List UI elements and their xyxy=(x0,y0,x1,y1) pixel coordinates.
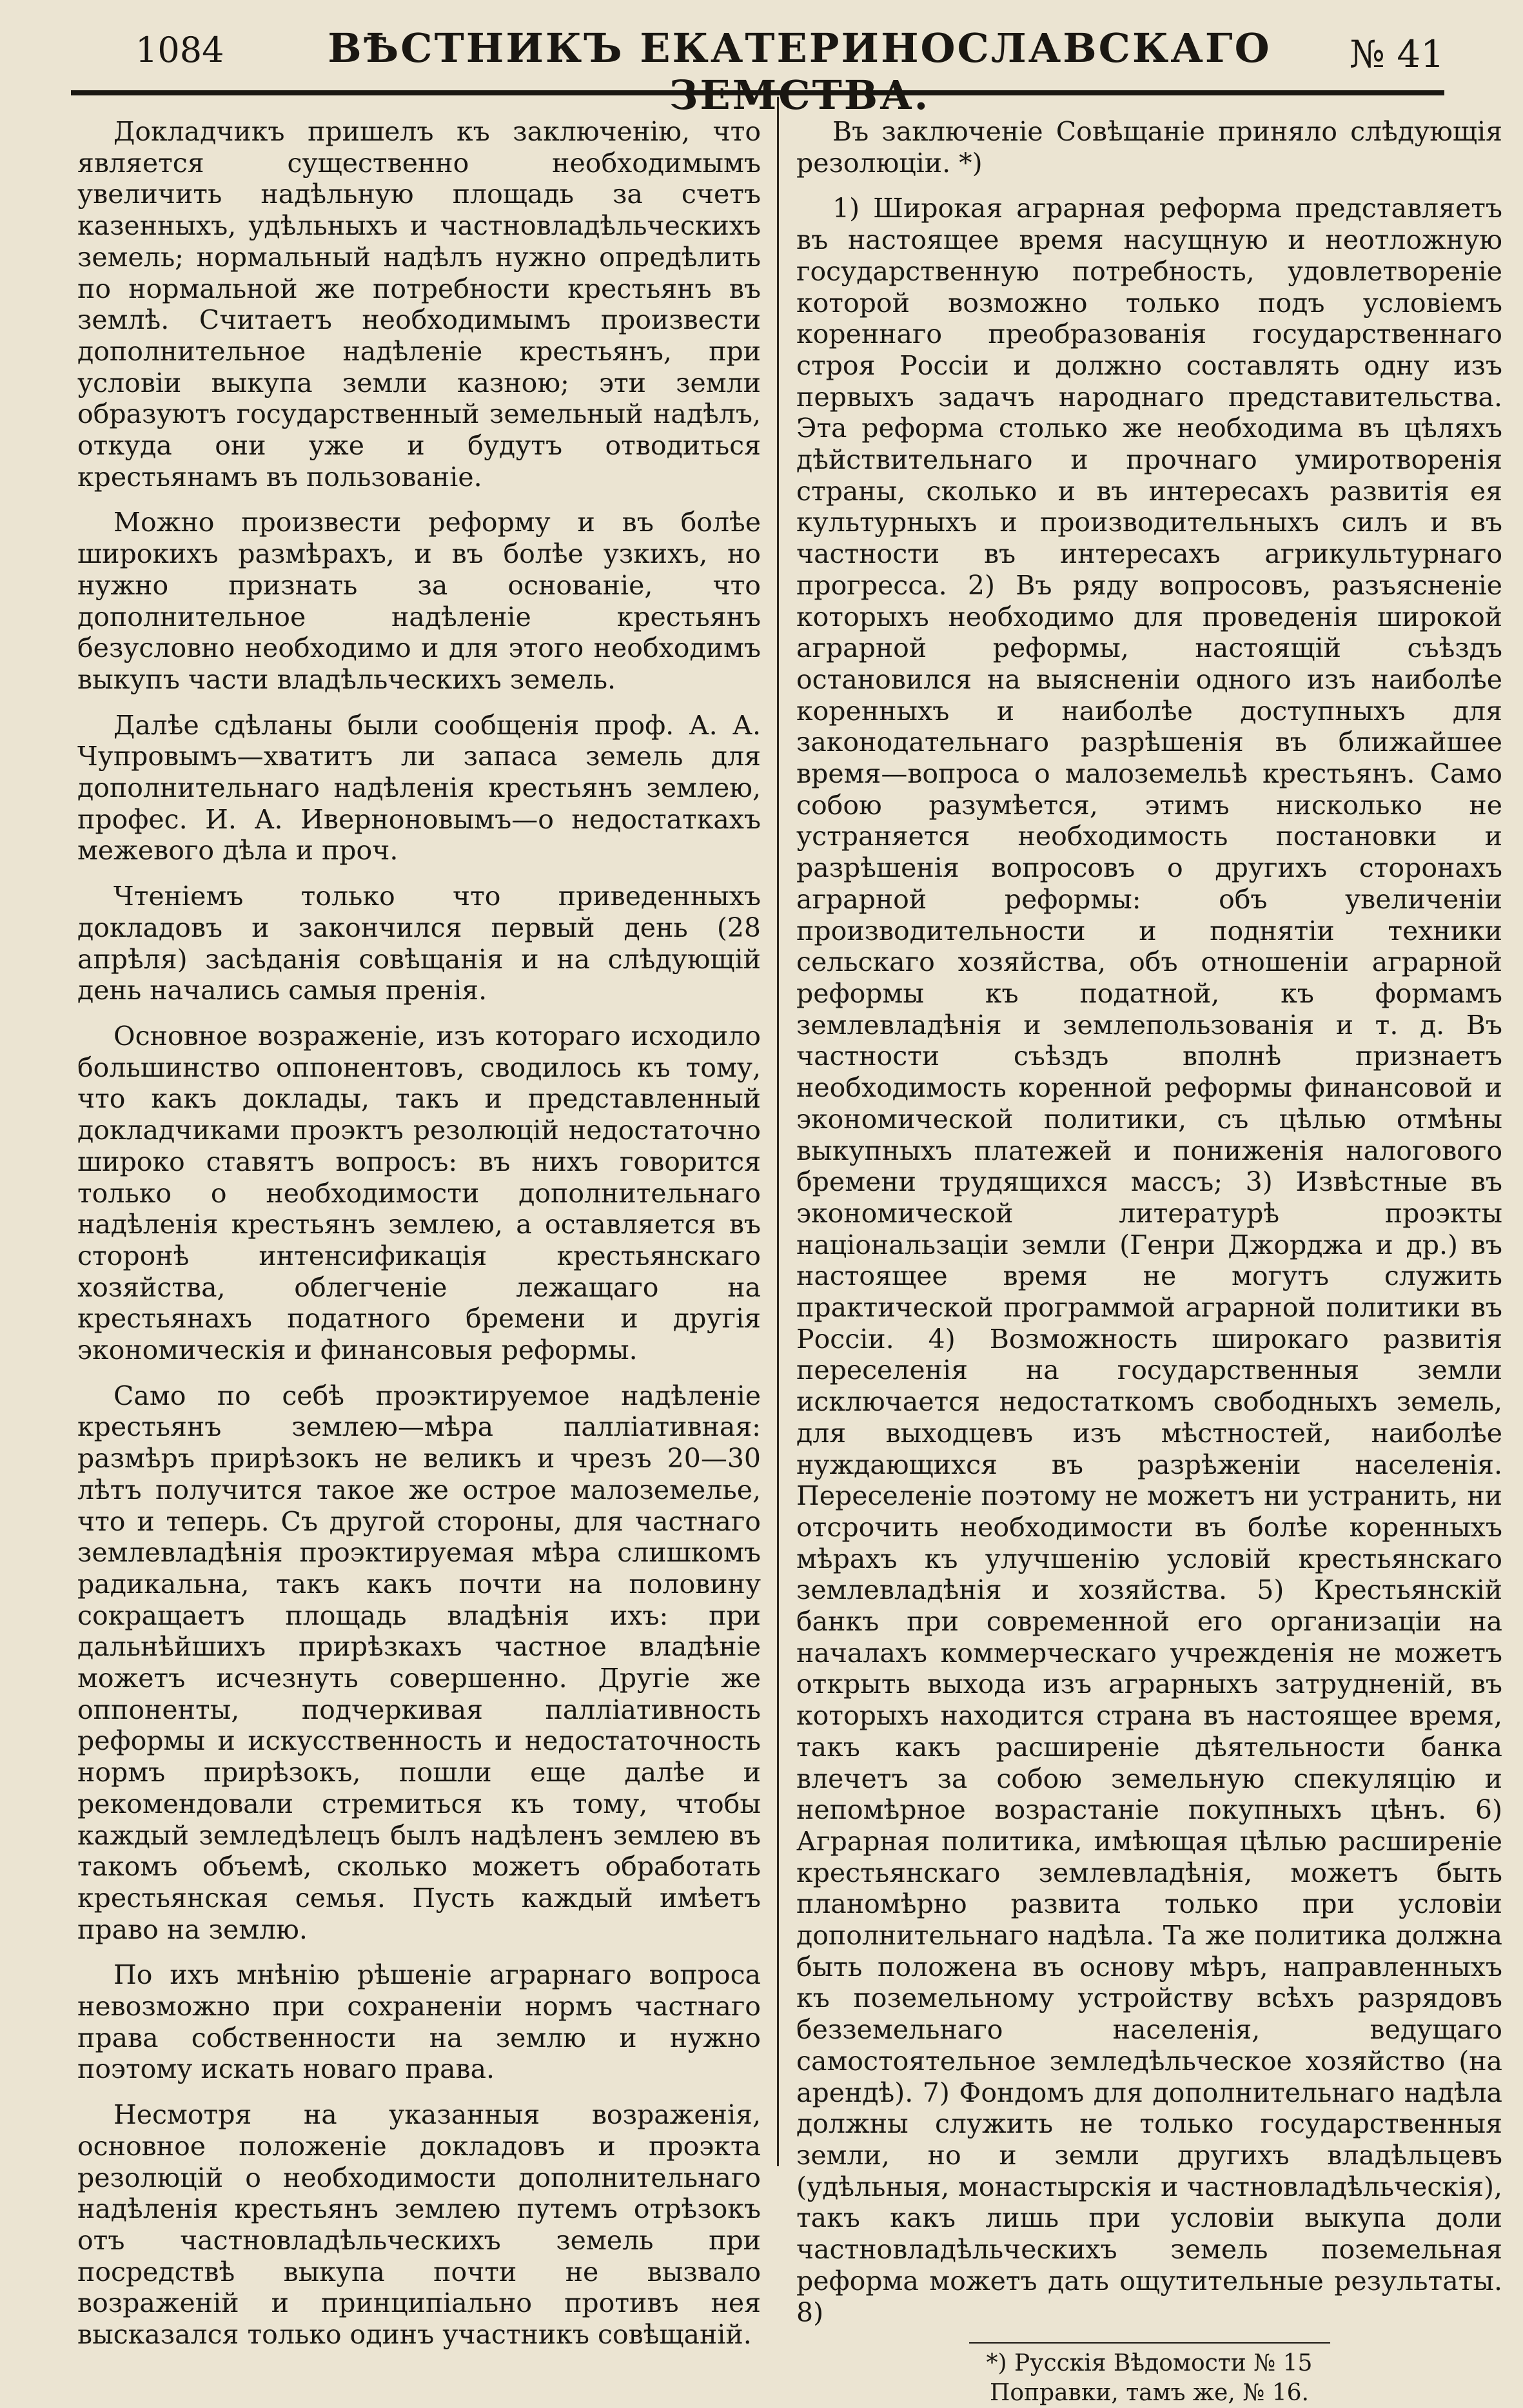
header-rule xyxy=(71,90,1444,95)
paragraph: Далѣе сдѣланы были сообщенія проф. А. А. Чупровымъ—хватитъ ли запаса земель для дополнительнаго надѣленія крестьянъ землею, профес. И. А. Иверноновымъ—о недостаткахъ межевого дѣла и проч. xyxy=(77,709,761,866)
paragraph: Въ заключеніе Совѣщаніе приняло слѣдующія резолюціи. *) xyxy=(796,116,1502,179)
paragraph: Докладчикъ пришелъ къ заключенію, что является существенно необходимымъ увеличить надѣльную площадь за счетъ казенныхъ, удѣльныхъ и частновладѣльческихъ земель; нормальный надѣлъ нужно опредѣлить по нормальной же потребности крестьянъ въ землѣ. Считаетъ необходимымъ произвести дополнительное надѣленіе крестьянъ, при условіи выкупа земли казною; эти земли образуютъ государственный земельный надѣлъ, откуда они уже и будутъ отводиться крестьянамъ въ пользованіе. xyxy=(77,116,761,493)
paragraph: Чтеніемъ только что приведенныхъ докладовъ и закончился первый день (28 апрѣля) засѣданія совѣщанія и на слѣдующій день начались самыя пренія. xyxy=(77,881,761,1006)
page-header xyxy=(71,18,1444,119)
resolutions-paragraph: 1) Широкая аграрная реформа представляетъ въ настоящее время насущную и неотложную государственную потребность, удовлетвореніе которой возможно только подъ условіемъ кореннаго преобразованія государственнаго строя Россіи и должно составлять одну изъ первыхъ задачъ народнаго представительства. Эта реформа столько же необходима въ цѣляхъ дѣйствительнаго и прочнаго умиротворенія страны, сколько и въ интересахъ развитія ея культурныхъ и производительныхъ силъ и въ частности въ интересахъ агрикультурнаго прогресса. 2) Въ ряду вопросовъ, разъясненіе которыхъ необходимо для проведенія широкой аграрной реформы, настоящій съѣздъ остановился на выясненіи одного изъ наиболѣе коренныхъ и наиболѣе доступныхъ для законодательнаго разрѣшенія въ ближайшее время—вопроса о малоземельѣ крестьянъ. Само собою разумѣется, этимъ нисколько не устраняется необходимость постановки и разрѣшенія вопросовъ о другихъ сторонахъ аграрной реформы: объ увеличеніи производительности и поднятіи техники сельскаго хозяйства, объ отношеніи аграрной реформы къ податной, къ формамъ землевладѣнія и землепользованія и т. д. Въ частности съѣздъ вполнѣ признаетъ необходимость коренной реформы финансовой и экономической политики, съ цѣлью отмѣны выкупныхъ платежей и пониженія налогового бремени трудящихся массъ; 3) Извѣстные въ экономической литературѣ проэкты національзаціи земли (Генри Джорджа и др.) въ настоящее время не могутъ служить практической программой аграрной политики въ Россіи. 4) Возможность широкаго развитія переселенія на государственныя земли исключается недостаткомъ свободныхъ земель, для выходцевъ изъ мѣстностей, наиболѣе нуждающихся въ разрѣженіи населенія. Переселеніе поэтому не можетъ ни устранить, ни отсрочить необходимости въ болѣе коренныхъ мѣрахъ къ улучшенію условій крестьянскаго землевладѣнія и хозяйства. 5) Крестьянскій банкъ при современной его организаціи на началахъ коммерческаго учрежденія не можетъ открыть выхода изъ аграрныхъ затрудненій, въ которыхъ находится страна въ настоящее время, такъ какъ расширеніе дѣятельности банка влечетъ за собою земельную спекуляцію и непомѣрное возрастаніе покупныхъ цѣнъ. 6) Аграрная политика, имѣющая цѣлью расширеніе крестьянскаго землевладѣнія, можетъ быть планомѣрно развита только при условіи дополнительнаго надѣла. Та же политика должна быть положена въ основу мѣръ, направленныхъ къ поземельному устройству всѣхъ разрядовъ безземельнаго населенія, ведущаго самостоятельное земледѣльческое хозяйство (на арендѣ). 7) Фондомъ для дополнительнаго надѣла должны служить не только государственныя земли, но и земли другихъ владѣльцевъ (удѣльныя, монастырскія и частновладѣльческія), такъ какъ лишь при условіи выкупа доли частновладѣльческихъ земель поземельная реформа можетъ дать ощутительные результаты. 8) xyxy=(796,193,1502,2328)
footnote: *) Русскія Вѣдомости № 15 xyxy=(986,2350,1313,2377)
paragraph: По ихъ мнѣнію рѣшеніе аграрнаго вопроса невозможно при сохраненіи нормъ частнаго права собственности на землю и нужно поэтому искать новаго права. xyxy=(77,1959,761,2085)
page-number: 1084 xyxy=(135,30,224,70)
right-column xyxy=(796,116,1502,2407)
footnotes xyxy=(796,2349,1502,2408)
paragraph: Можно произвести реформу и въ болѣе широкихъ размѣрахъ, и въ болѣе узкихъ, но нужно признать за основаніе, что дополнительное надѣленіе крестьянъ безусловно необходимо и для этого необходимъ выкупъ части владѣльческихъ земель. xyxy=(77,507,761,695)
paragraph: Основное возраженіе, изъ котораго исходило большинство оппонентовъ, сводилось къ тому, что какъ доклады, такъ и представленный докладчиками проэктъ резолюцій недостаточно широко ставятъ вопросъ: въ нихъ говорится только о необходимости дополнительнаго надѣленія крестьянъ землею, а оставляется въ сторонѣ интенсификація крестьянскаго хозяйства, облегченіе лежащаго на крестьянахъ податного бремени и другія экономическія и финансовыя реформы. xyxy=(77,1020,761,1366)
paragraph: Само по себѣ проэктируемое надѣленіе крестьянъ землею—мѣра палліативная: размѣръ прирѣзокъ не великъ и чрезъ 20—30 лѣтъ получится такое же острое малоземелье, что и теперь. Съ другой стороны, для частнаго землевладѣнія проэктируемая мѣра слишкомъ радикальна, такъ какъ почти на половину сокращаетъ площадь владѣнія ихъ: при дальнѣйшихъ прирѣзкахъ частное владѣніе можетъ исчезнуть совершенно. Другіе же оппоненты, подчеркивая палліативность реформы и искусственность и недостаточность нормъ прирѣзокъ, пошли еще далѣе и рекомендовали стремиться къ тому, чтобы каждый земледѣлецъ былъ надѣленъ землею въ такомъ объемѣ, сколько можетъ обработать крестьянская семья. Пусть каждый имѣетъ право на землю. xyxy=(77,1380,761,1945)
footnote-rule xyxy=(969,2342,1330,2344)
footnote: Поправки, тамъ же, № 16. xyxy=(989,2380,1310,2407)
left-column xyxy=(77,116,761,2351)
issue-number: № 41 xyxy=(1349,32,1444,76)
paragraph: Несмотря на указанныя возраженія, основное положеніе докладовъ и проэкта резолюцій о необходимости дополнительнаго надѣленія крестьянъ землею путемъ отрѣзокъ отъ частновладѣльческихъ земель при посредствѣ выкупа почти не вызвало возраженій и принципіально противъ нея высказался только одинъ участникъ совѣщаній. xyxy=(77,2099,761,2351)
journal-title: ВѢСТНИКЪ ЕКАТЕРИНОСЛАВСКАГО ЗЕМСТВА. xyxy=(328,24,1272,119)
column-divider xyxy=(777,97,779,2166)
